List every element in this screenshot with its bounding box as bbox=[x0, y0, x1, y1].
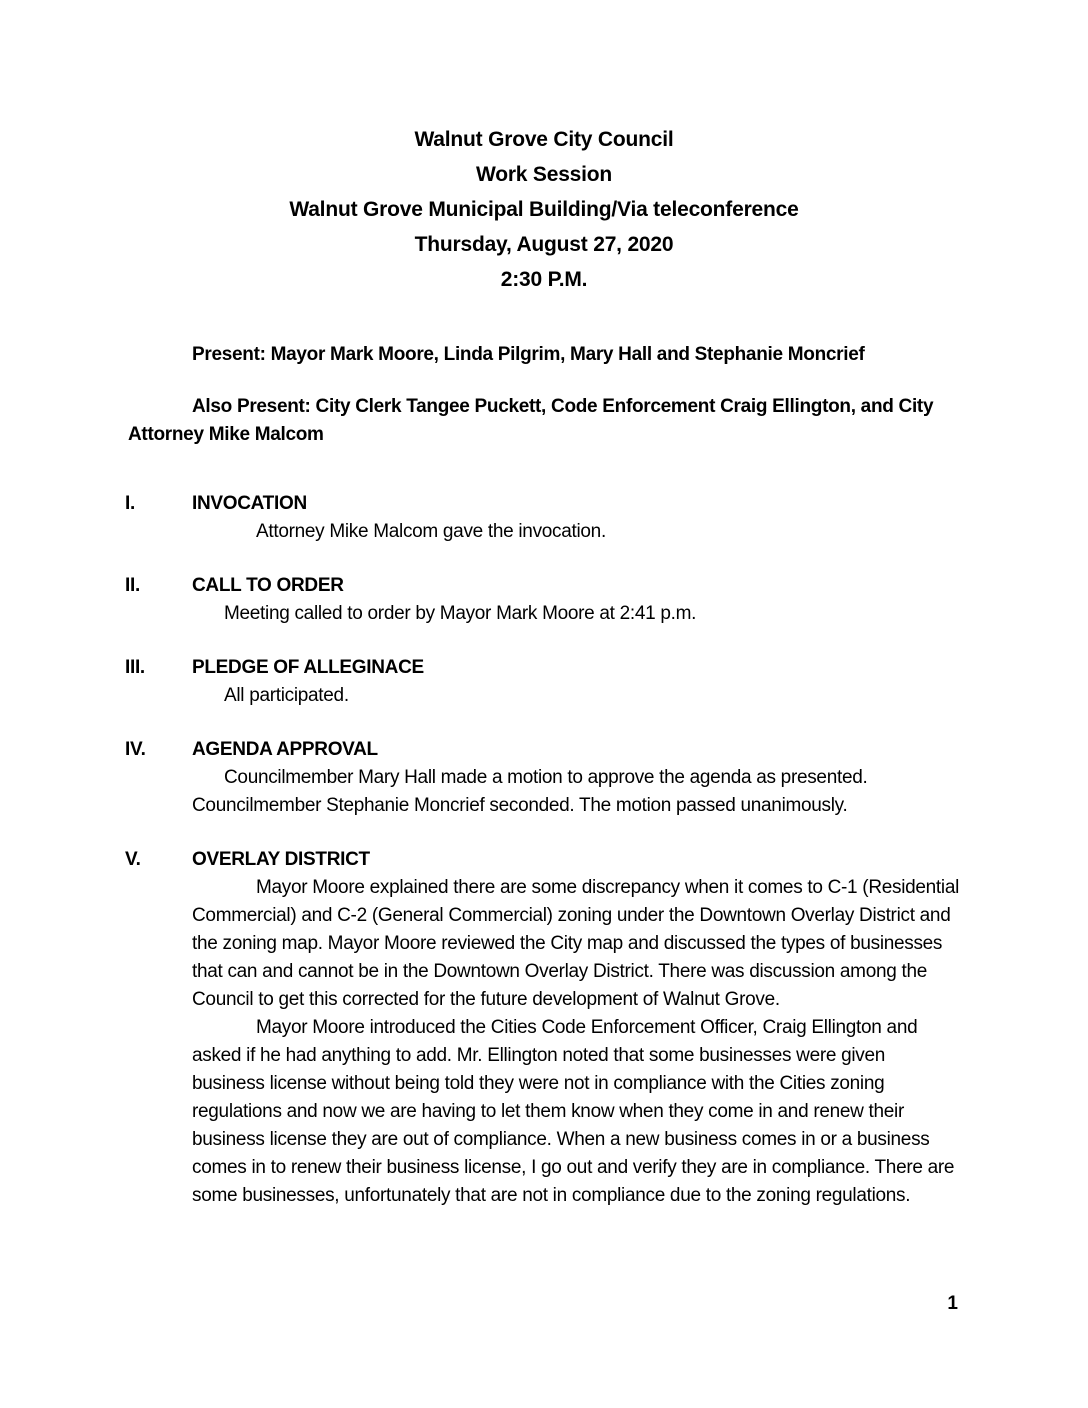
section-paragraph: Meeting called to order by Mayor Mark Moore at 2:41 p.m. bbox=[224, 603, 697, 624]
section-title: OVERLAY DISTRICT bbox=[192, 849, 370, 870]
section-invocation bbox=[125, 490, 960, 546]
present-line: Present: Mayor Mark Moore, Linda Pilgrim, Mary Hall and Stephanie Moncrief bbox=[192, 344, 865, 365]
sections bbox=[125, 490, 960, 1210]
also-present-line: Also Present: City Clerk Tangee Puckett, Code Enforcement Craig Ellington, and City Attorney Mike Malcom bbox=[128, 396, 934, 445]
section-heading bbox=[125, 572, 960, 600]
section-call-to-order bbox=[125, 572, 960, 628]
page-number: 1 bbox=[947, 1293, 958, 1314]
section-paragraph: All participated. bbox=[224, 685, 349, 706]
document-header bbox=[128, 122, 960, 297]
section-numeral: V. bbox=[125, 849, 141, 870]
section-heading bbox=[125, 490, 960, 518]
section-title: AGENDA APPROVAL bbox=[192, 739, 378, 760]
section-overlay-district bbox=[125, 846, 960, 1210]
section-paragraph: Councilmember Mary Hall made a motion to approve the agenda as presented. Councilmember Stephanie Moncrief seconded. The motion passed unanimously. bbox=[192, 767, 868, 816]
section-numeral: IV. bbox=[125, 739, 146, 760]
section-heading bbox=[125, 654, 960, 682]
section-paragraph: Mayor Moore introduced the Cities Code Enforcement Officer, Craig Ellington and asked if he had anything to add. Mr. Ellington noted that some businesses were given business license without being told they were not in compliance with the Cities zoning regulations and now we are having to let them know when they come in and renew their business license they are out of compliance. When a new business comes in or a business comes in to renew their business license, I go out and verify they are in compliance. There are some businesses, unfortunately that are not in compliance due to the zoning regulations. bbox=[192, 1017, 955, 1206]
section-title: CALL TO ORDER bbox=[192, 575, 344, 596]
section-agenda-approval bbox=[125, 736, 960, 820]
section-numeral: III. bbox=[125, 657, 145, 678]
header-line-date: Thursday, August 27, 2020 bbox=[414, 233, 674, 256]
section-title: INVOCATION bbox=[192, 493, 307, 514]
section-title: PLEDGE OF ALLEGINACE bbox=[192, 657, 424, 678]
header-line-time: 2:30 P.M. bbox=[500, 268, 588, 291]
section-paragraph: Mayor Moore explained there are some discrepancy when it comes to C-1 (Residential Commercial) and C-2 (General Commercial) zoning under the Downtown Overlay District and the zoning map. Mayor Moore reviewed the City map and discussed the types of businesses that can and cannot be in the Downtown Overlay District. There was discussion among the Council to get this corrected for the future development of Walnut Grove. bbox=[192, 877, 960, 1010]
section-heading bbox=[125, 736, 960, 764]
header-line-location: Walnut Grove Municipal Building/Via teleconference bbox=[289, 198, 799, 221]
section-heading bbox=[125, 846, 960, 874]
section-numeral: II. bbox=[125, 575, 140, 596]
header-line-org: Walnut Grove City Council bbox=[414, 128, 674, 151]
section-numeral: I. bbox=[125, 493, 135, 514]
section-paragraph: Attorney Mike Malcom gave the invocation. bbox=[256, 521, 606, 542]
section-pledge bbox=[125, 654, 960, 710]
header-line-meeting-type: Work Session bbox=[475, 163, 613, 186]
